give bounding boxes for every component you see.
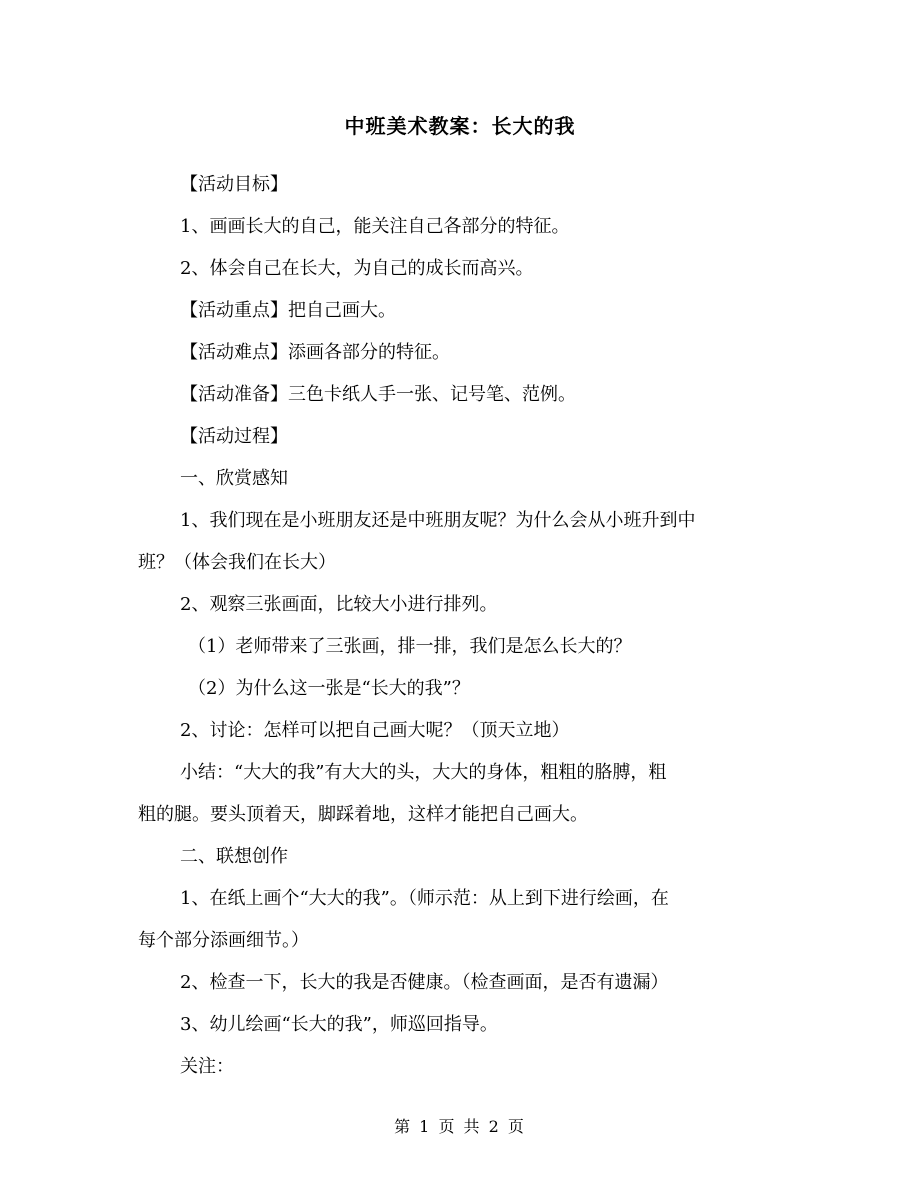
paragraph-line: 1、我们现在是小班朋友还是中班朋友呢？为什么会从小班升到中 <box>180 510 696 531</box>
paragraph-line: 【活动目标】 <box>180 174 288 195</box>
page-footer: 第 1 页 共 2 页 <box>394 1117 526 1136</box>
paragraph-line: 粗的腿。要头顶着天，脚踩着地，这样才能把自己画大。 <box>138 804 588 825</box>
paragraph-line: 1、在纸上画个“大大的我”。（师示范：从上到下进行绘画，在 <box>180 888 669 909</box>
paragraph-line: 2、体会自己在长大，为自己的成长而高兴。 <box>180 258 534 279</box>
paragraph-line: 关注： <box>180 1056 234 1077</box>
paragraph-line: 3、幼儿绘画“长大的我”，师巡回指导。 <box>180 1014 498 1035</box>
paragraph-line: 1、画画长大的自己，能关注自己各部分的特征。 <box>180 216 570 237</box>
paragraph-line: 2、观察三张画面，比较大小进行排列。 <box>180 594 498 615</box>
paragraph-line: 每个部分添画细节。） <box>138 930 309 951</box>
paragraph-line: 2、讨论：怎样可以把自己画大呢？（顶天立地） <box>180 720 570 741</box>
paragraph-line: 一、欣赏感知 <box>180 468 288 489</box>
document-title: 中班美术教案：长大的我 <box>344 114 576 138</box>
paragraph-line: 班？（体会我们在长大） <box>138 552 336 573</box>
paragraph-line: 小结：“大大的我”有大大的头，大大的身体，粗粗的胳膊，粗 <box>180 762 667 783</box>
paragraph-line: （1）老师带来了三张画，排一排，我们是怎么长大的？ <box>188 636 632 657</box>
paragraph-line: 【活动难点】添画各部分的特征。 <box>180 342 450 363</box>
paragraph-line: （2）为什么这一张是“长大的我”？ <box>188 678 470 699</box>
paragraph-line: 2、检查一下，长大的我是否健康。（检查画面，是否有遗漏） <box>180 972 669 993</box>
paragraph-line: 【活动过程】 <box>180 426 288 447</box>
paragraph-line: 【活动准备】三色卡纸人手一张、记号笔、范例。 <box>180 384 576 405</box>
paragraph-line: 【活动重点】把自己画大。 <box>180 300 396 321</box>
paragraph-line: 二、联想创作 <box>180 846 288 867</box>
